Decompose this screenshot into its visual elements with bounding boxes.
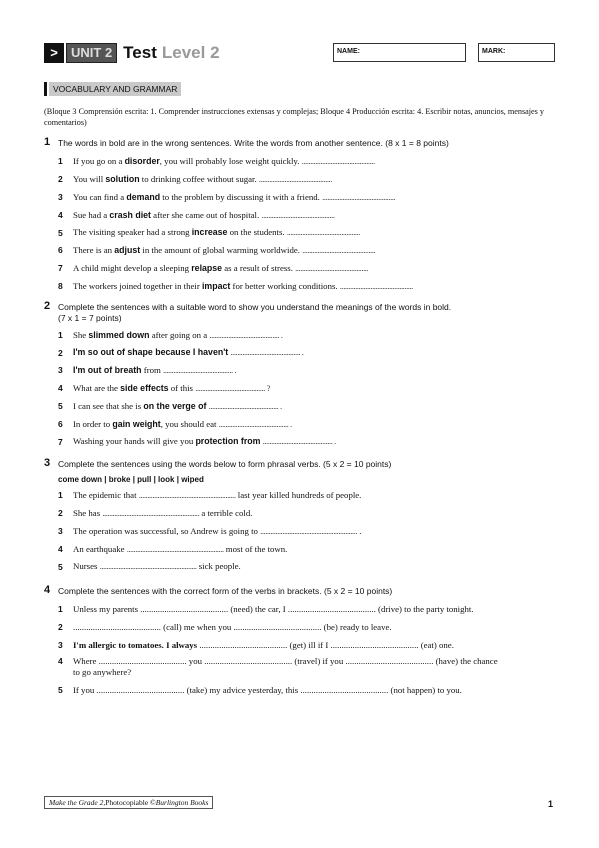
item-text bbox=[73, 245, 564, 256]
item-number: 6 bbox=[58, 418, 63, 429]
item-text-end: to the problem by discussing it with a friend. bbox=[160, 191, 323, 202]
item-text-start: Sue had a bbox=[73, 209, 110, 220]
answer-blank[interactable]: ......................................... ? bbox=[195, 383, 270, 394]
list-item bbox=[58, 433, 564, 451]
list-item bbox=[58, 619, 564, 637]
item-text-end: after going on a bbox=[149, 329, 210, 340]
item-text-start: The operation was successful, so Andrew is going to bbox=[73, 525, 261, 536]
item-text bbox=[73, 156, 564, 167]
item-number: 7 bbox=[58, 436, 63, 447]
item-text-end: of this bbox=[168, 383, 196, 394]
item-text-end: from bbox=[141, 365, 164, 376]
list-item bbox=[58, 505, 564, 523]
test-header bbox=[44, 42, 220, 64]
question-number: 1 bbox=[44, 136, 51, 148]
answer-blank[interactable]: ........................................... bbox=[302, 245, 376, 256]
item-number: 3 bbox=[58, 525, 63, 536]
bold-word: slimmed down bbox=[88, 329, 150, 340]
item-text-start: In order to bbox=[73, 418, 113, 429]
item-number: 1 bbox=[58, 490, 63, 501]
answer-blank[interactable]: ......................................................... bbox=[260, 525, 358, 536]
list-item bbox=[58, 344, 564, 362]
list-item bbox=[58, 224, 564, 242]
question-points: (7 x 1 = 7 points) bbox=[58, 312, 122, 323]
item-text bbox=[73, 365, 564, 376]
answer-blank[interactable]: ......................................... . bbox=[208, 400, 282, 411]
item-number: 5 bbox=[58, 227, 63, 238]
word-bank: come down | broke | pull | look | wiped bbox=[58, 474, 204, 484]
question-instruction: Complete the sentences using the words below to form phrasal verbs. (5 x 2 = 10 points) bbox=[58, 459, 392, 469]
list-item bbox=[58, 206, 564, 224]
question-1 bbox=[44, 138, 564, 295]
answer-blank[interactable]: ......................................... . bbox=[163, 365, 237, 376]
item-number: 7 bbox=[58, 263, 63, 274]
name-field[interactable] bbox=[333, 43, 466, 62]
item-text-start: A child might develop a sleeping bbox=[73, 262, 192, 273]
item-text bbox=[73, 561, 564, 572]
list-item bbox=[58, 362, 564, 380]
item-text bbox=[73, 419, 564, 430]
section-title: VOCABULARY AND GRAMMAR bbox=[49, 82, 181, 96]
item-text bbox=[73, 622, 564, 633]
answer-blank[interactable]: ........................................... bbox=[295, 262, 369, 273]
question-instruction: Complete the sentences with a suitable word to show you understand the meanings of the words in bold. bbox=[58, 302, 452, 312]
item-text-start: She has bbox=[73, 507, 103, 518]
unit-label: UNIT 2 bbox=[66, 43, 117, 63]
item-text bbox=[73, 192, 564, 203]
list-item bbox=[58, 656, 564, 678]
list-item bbox=[58, 188, 564, 206]
question-4 bbox=[44, 586, 564, 699]
question-number: 4 bbox=[44, 584, 51, 596]
item-text bbox=[73, 227, 564, 238]
mark-label: MARK: bbox=[482, 48, 506, 55]
bold-word: solution bbox=[105, 173, 140, 184]
item-text-end: for better working conditions. bbox=[230, 280, 340, 291]
item-text-start: You can find a bbox=[73, 191, 127, 202]
list-item bbox=[58, 277, 564, 295]
bold-word: on the verge of bbox=[143, 400, 207, 411]
question-2 bbox=[44, 302, 564, 451]
question-number: 2 bbox=[44, 300, 51, 312]
item-text: ........................................ (get) ill if I ........................................ (eat) one. bbox=[197, 639, 454, 650]
question-instruction: The words in bold are in the wrong sentences. Write the words from another sentence. (8 x 1 = 8 points) bbox=[58, 138, 449, 148]
item-text-start: She bbox=[73, 329, 89, 340]
section-tick bbox=[44, 82, 47, 96]
item-text-start: There is an bbox=[73, 245, 115, 256]
item-number: 3 bbox=[58, 365, 63, 376]
footer-book-title: Make the Grade 2, bbox=[49, 797, 106, 807]
item-text: ........................................ (call) me when you ........................................ (be) ready to leave. bbox=[73, 621, 392, 632]
item-text-start: If you go on a bbox=[73, 156, 125, 167]
item-text-start: What are the bbox=[73, 383, 121, 394]
answer-blank[interactable]: ......................................................... bbox=[102, 507, 200, 518]
answer-blank[interactable]: ......................................... . bbox=[262, 436, 336, 447]
list-item bbox=[58, 601, 564, 619]
item-text-end: in the amount of global warming worldwide. bbox=[140, 245, 303, 256]
list-item bbox=[58, 153, 564, 171]
item-text bbox=[73, 685, 564, 696]
item-text: If you ........................................ (take) my advice yesterday, this ........................................ (not happen) to you. bbox=[73, 684, 462, 695]
item-text-end: , you will probably lose weight quickly. bbox=[159, 156, 302, 167]
footer-brand: Burlington Books bbox=[155, 797, 209, 807]
answer-blank[interactable]: ......................................................... bbox=[138, 490, 236, 501]
bold-word: I'm out of breath bbox=[73, 365, 142, 376]
item-text-end: to drinking coffee without sugar. bbox=[139, 173, 259, 184]
page-number: 1 bbox=[548, 799, 554, 809]
item-text: Where ........................................ you ........................................ (travel) if you ........................................ (have) the chance bbox=[73, 656, 498, 667]
item-text bbox=[73, 640, 564, 651]
item-text-end: sick people. bbox=[196, 561, 241, 572]
bold-word: increase bbox=[191, 227, 228, 238]
item-text-start: The epidemic that bbox=[73, 490, 139, 501]
item-text-start: An earthquake bbox=[73, 543, 127, 554]
item-number: 4 bbox=[58, 656, 63, 667]
list-item bbox=[58, 636, 564, 654]
bold-word: demand bbox=[126, 191, 161, 202]
item-text bbox=[73, 174, 564, 185]
footer-copyright: Photocopiable © bbox=[105, 797, 156, 807]
answer-blank[interactable]: ......................................... . bbox=[209, 329, 283, 340]
footer-credit bbox=[44, 796, 213, 809]
item-number: 3 bbox=[58, 639, 63, 650]
bold-word: impact bbox=[201, 280, 231, 291]
item-text-end: , you should eat bbox=[160, 418, 219, 429]
list-item bbox=[58, 397, 564, 415]
item-number: 1 bbox=[58, 329, 63, 340]
item-number: 2 bbox=[58, 174, 63, 185]
item-number: 4 bbox=[58, 209, 63, 220]
item-text bbox=[73, 526, 564, 537]
item-text-start: The visiting speaker had a strong bbox=[73, 227, 192, 238]
item-text bbox=[73, 330, 564, 341]
list-item bbox=[58, 681, 564, 699]
item-text-end: last year killed hundreds of people. bbox=[235, 490, 362, 501]
question-instruction: Complete the sentences with the correct form of the verbs in brackets. (5 x 2 = 10 points) bbox=[58, 586, 393, 596]
answer-blank[interactable]: ........................................... bbox=[339, 280, 413, 291]
bold-word: adjust bbox=[114, 245, 141, 256]
item-number: 5 bbox=[58, 401, 63, 412]
answer-blank[interactable]: ......................................... . bbox=[218, 418, 292, 429]
list-item bbox=[58, 171, 564, 189]
answer-blank[interactable]: ......................................................... bbox=[99, 561, 197, 572]
item-number: 1 bbox=[58, 604, 63, 615]
bold-word: gain weight bbox=[112, 418, 161, 429]
question-number: 3 bbox=[44, 457, 51, 469]
answer-blank[interactable]: ........................................... bbox=[301, 156, 375, 167]
item-text bbox=[73, 656, 564, 678]
item-number: 5 bbox=[58, 561, 63, 572]
bold-word: crash diet bbox=[109, 209, 151, 220]
bold-word: I'm so out of shape because I haven't bbox=[73, 347, 229, 358]
bold-word: protection from bbox=[195, 436, 261, 447]
item-text bbox=[73, 436, 564, 447]
answer-blank[interactable]: ......................................................... bbox=[126, 543, 224, 554]
list-item bbox=[58, 260, 564, 278]
item-text-start: The workers joined together in their bbox=[73, 280, 202, 291]
item-number: 4 bbox=[58, 543, 63, 554]
item-text-end: . bbox=[357, 525, 362, 536]
name-label: NAME: bbox=[337, 48, 360, 55]
answer-blank[interactable]: ........................................... bbox=[322, 191, 396, 202]
item-number: 1 bbox=[58, 156, 63, 167]
item-number: 6 bbox=[58, 245, 63, 256]
answer-blank[interactable]: ......................................... . bbox=[230, 347, 304, 358]
item-text bbox=[73, 508, 564, 519]
list-item bbox=[58, 540, 564, 558]
item-text-start: Nurses bbox=[73, 561, 100, 572]
answer-blank[interactable]: ........................................... bbox=[261, 209, 335, 220]
item-number: 2 bbox=[58, 622, 63, 633]
list-item bbox=[58, 242, 564, 260]
question-3 bbox=[44, 459, 564, 576]
list-item bbox=[58, 522, 564, 540]
item-text-cont: to go anywhere? bbox=[73, 667, 132, 678]
item-text bbox=[73, 544, 564, 555]
item-text: Unless my parents ........................................ (need) the car, I ........................................ (drive) to the party tonight. bbox=[73, 604, 474, 615]
item-text-start: You will bbox=[73, 173, 106, 184]
item-text bbox=[73, 604, 564, 615]
item-text-end: a terrible cold. bbox=[199, 507, 253, 518]
bloque-note: (Bloque 3 Comprensión escrita: 1. Comprender instrucciones extensas y complejas; Bloque 4 Producción escrita: 4. Escribir notas, anuncios, mensajes y comentarios) bbox=[44, 107, 545, 127]
mark-field[interactable] bbox=[478, 43, 555, 62]
section-header bbox=[44, 82, 181, 96]
bold-phrase: I'm allergic to tomatoes. I always bbox=[73, 639, 198, 650]
item-number: 2 bbox=[58, 347, 63, 358]
bold-word: disorder bbox=[124, 156, 160, 167]
item-text bbox=[73, 490, 564, 501]
arrow-icon: > bbox=[44, 43, 64, 63]
item-text-end: most of the town. bbox=[223, 543, 288, 554]
item-number: 2 bbox=[58, 508, 63, 519]
level-title: Level 2 bbox=[161, 43, 220, 63]
item-text bbox=[73, 347, 564, 358]
item-text-end: after she came out of hospital. bbox=[150, 209, 262, 220]
item-text bbox=[73, 281, 564, 292]
item-number: 8 bbox=[58, 280, 63, 291]
list-item bbox=[58, 380, 564, 398]
item-number: 4 bbox=[58, 383, 63, 394]
item-text bbox=[73, 263, 564, 274]
item-text-end: as a result of stress. bbox=[222, 262, 296, 273]
list-item bbox=[58, 558, 564, 576]
item-text bbox=[73, 210, 564, 221]
answer-blank[interactable]: ........................................... bbox=[258, 173, 332, 184]
item-text-end: on the students. bbox=[227, 227, 287, 238]
list-item bbox=[58, 326, 564, 344]
list-item bbox=[58, 415, 564, 433]
test-title: Test bbox=[123, 43, 157, 63]
list-item bbox=[58, 487, 564, 505]
item-text-start: I can see that she is bbox=[73, 400, 144, 411]
bold-word: side effects bbox=[120, 383, 169, 394]
item-text bbox=[73, 383, 564, 394]
item-number: 5 bbox=[58, 684, 63, 695]
item-text bbox=[73, 401, 564, 412]
item-text-start: Washing your hands will give you bbox=[73, 436, 196, 447]
bold-word: relapse bbox=[191, 262, 223, 273]
item-number: 3 bbox=[58, 191, 63, 202]
answer-blank[interactable]: ........................................... bbox=[286, 227, 360, 238]
